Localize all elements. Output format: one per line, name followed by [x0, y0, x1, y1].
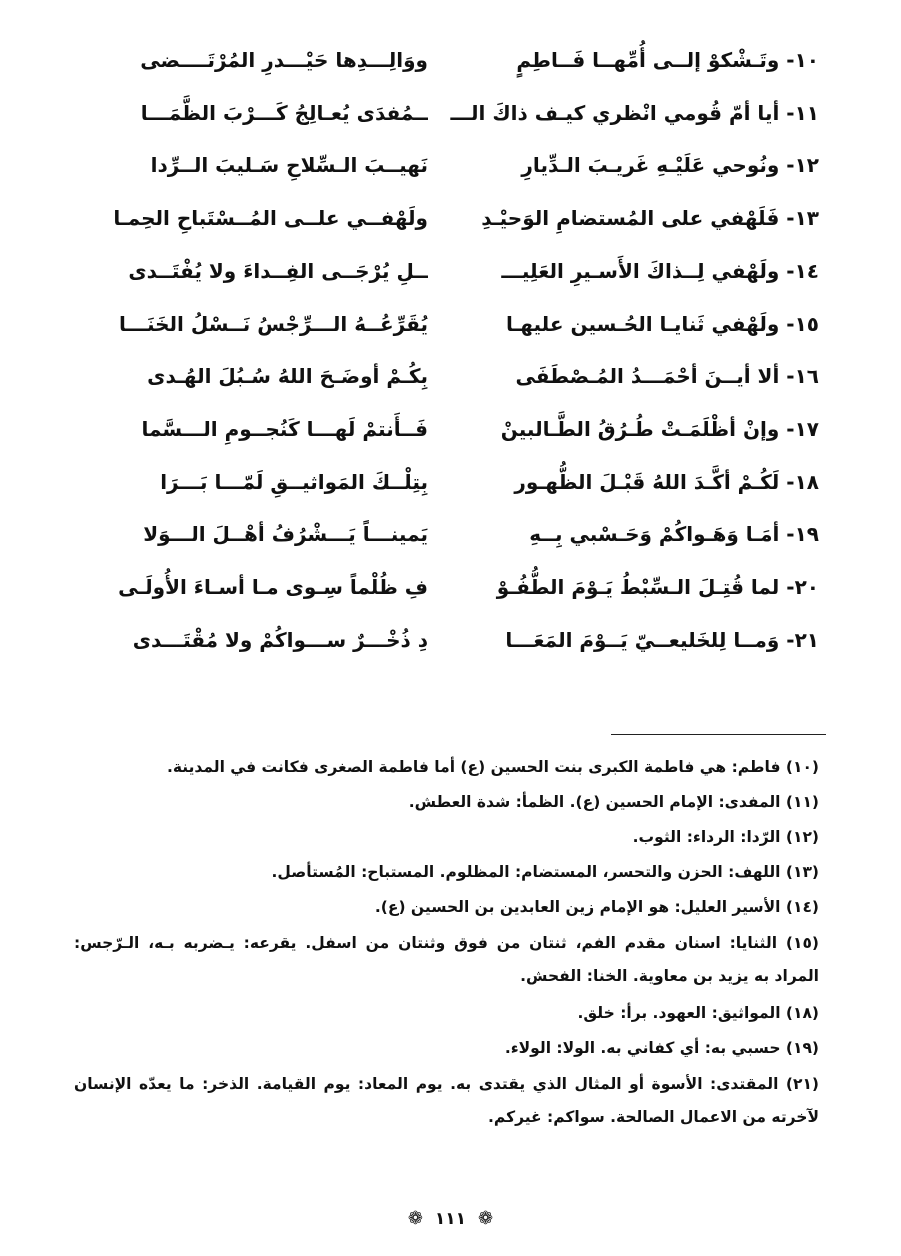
verse-first-hemistich: ١٣- فَلَهْفي على المُستضامِ الوَحيْـدِ: [481, 206, 819, 231]
verse-second-hemistich: فِ ظُلْماً سِـوى مـا أسـاءَ الأُولَـى: [118, 575, 428, 599]
verse-first-hemistich: ١٠- وتَـشْكوْ إلــى أُمِّهــا فَــاطِمٍ: [516, 48, 819, 72]
verse-line: [0, 30, 901, 90]
verse-first-hemistich: ١٤- ولَهْفي لِــذاكَ الأَسـيرِ العَلِيـــ: [501, 258, 819, 283]
verse-line: [0, 83, 901, 143]
footnote: (١٨) المواثيق: العهود. برأ: خلق.: [577, 1004, 819, 1022]
verse-first-hemistich: ٢١- وَمــا لِلخَليعــيّ يَــوْمَ المَعَـــا: [505, 627, 819, 652]
verse-line: [0, 399, 901, 459]
footnote: (١١) المفدى: الإمام الحسين (ع). الظمأ: شدة العطش.: [408, 793, 819, 811]
verse-second-hemistich: ووَالِـــدِها حَيْـــدرِ المُرْتَــــضى: [140, 48, 428, 72]
verse-line: [0, 557, 901, 617]
footnote: (١٠) فاطم: هي فاطمة الكبرى بنت الحسين (ع) أما فاطمة الصغرى فكانت في المدينة.: [167, 758, 819, 776]
verse-line: [0, 504, 901, 564]
verse-first-hemistich: ١٦- ألا أيــنَ أحْمَـــدُ المُـصْطَفَى: [515, 364, 819, 389]
verse-first-hemistich: ١٥- ولَهْفي ثَنايـا الحُـسين عليهـا: [505, 311, 819, 336]
footnotes: [74, 752, 819, 1139]
verse-first-hemistich: ١٢- ونُوحي عَلَيْـهِ غَريـبَ الـدِّيارِ: [521, 153, 819, 178]
verse-second-hemistich: ــمُفدَى يُعـالِجُ كَـــرْبَ الظَّمَـــا: [140, 100, 428, 125]
footnote: (١٢) الرّدا: الرداء: الثوب.: [632, 828, 819, 846]
verse-line: [0, 188, 901, 248]
page-number: ١١١: [434, 1209, 467, 1229]
verse-line: [0, 610, 901, 670]
verse-second-hemistich: يَمينـــاً يَـــشْرُفُ أهْــلَ الـــوَلا: [143, 522, 428, 547]
ornament-right-icon: ❁: [477, 1208, 494, 1229]
ornament-left-icon: ❁: [407, 1208, 423, 1229]
verse-first-hemistich: ١١- أيا أمّ قُومي انْظري كيـف ذاكَ الـــ: [450, 100, 819, 125]
verse-second-hemistich: بِكُـمْ أوضَـحَ اللهُ سُـبُلَ الهُـدى: [147, 364, 428, 389]
verse-second-hemistich: ولَهْفــي علــى المُــسْتَباحِ الحِمـا: [113, 206, 428, 231]
footnote: (١٩) حسبي به: أي كفاني به. الولا: الولاء.: [504, 1039, 819, 1057]
verse-first-hemistich: ١٩- أمَـا وَهَـواكُمْ وَحَـسْبي بِــهِ: [529, 522, 819, 547]
footnote-divider: [611, 734, 826, 735]
verse-second-hemistich: دِ ذُخْـــرٌ ســـواكُمْ ولا مُقْتَـــدى: [132, 627, 428, 652]
verse-first-hemistich: ٢٠- لما قُتِـلَ الـسِّبْطُ يَـوْمَ الطُّفُـوْ: [496, 575, 819, 599]
verse-line: [0, 452, 901, 512]
verse-first-hemistich: ١٧- وإنْ أظْلَمَـتْ طُـرُقُ الطَّـالبينْ: [500, 416, 819, 441]
verse-line: [0, 294, 901, 354]
verse-second-hemistich: يُقَرِّعُــهُ الـــرِّجْسُ نَــسْلُ الخَنَـــا: [118, 311, 428, 336]
footnote: (١٥) الثنايا: اسنان مقدم الفم، ثنتان من فوق وثنتان من اسفل. يقرعه: يـضربه بـه، الـرّجس: المراد به يزيد بن معاوية. الخنا: الفحش.: [74, 934, 819, 985]
footnote: (١٤) الأسير العليل: هو الإمام زين العابدين بن الحسين (ع).: [374, 898, 819, 916]
verse-line: [0, 241, 901, 301]
footnote: (٢١) المقتدى: الأسوة أو المثال الذي يقتدى به. يوم المعاد: يوم القيامة. الذخر: ما يعدّه الإنسان لآخرته من الاعمال الصالحة. سواكم: غيركم.: [74, 1075, 819, 1126]
verse-second-hemistich: بِتِلْــكَ المَواثيــقِ لَمّـــا بَـــرَا: [160, 469, 428, 494]
page-footer: [0, 1208, 901, 1229]
verse-second-hemistich: نَهيــبَ الـسِّلاحِ سَـليبَ الــرِّدا: [150, 153, 428, 178]
verse-line: [0, 346, 901, 406]
verse-second-hemistich: ــلِ يُرْجَــى الفِــداءَ ولا يُفْتَــدى: [128, 258, 428, 283]
footnote: (١٣) اللهف: الحزن والتحسر، المستضام: المظلوم. المستباح: المُستأصل.: [271, 863, 819, 881]
verse-line: [0, 135, 901, 195]
verse-second-hemistich: فَــأَنتمْ لَهـــا كَنُجــومِ الـــسَّما: [141, 416, 428, 441]
verse-first-hemistich: ١٨- لَكُـمْ أكَّـدَ اللهُ قَبْـلَ الظُّهـور: [514, 469, 819, 494]
